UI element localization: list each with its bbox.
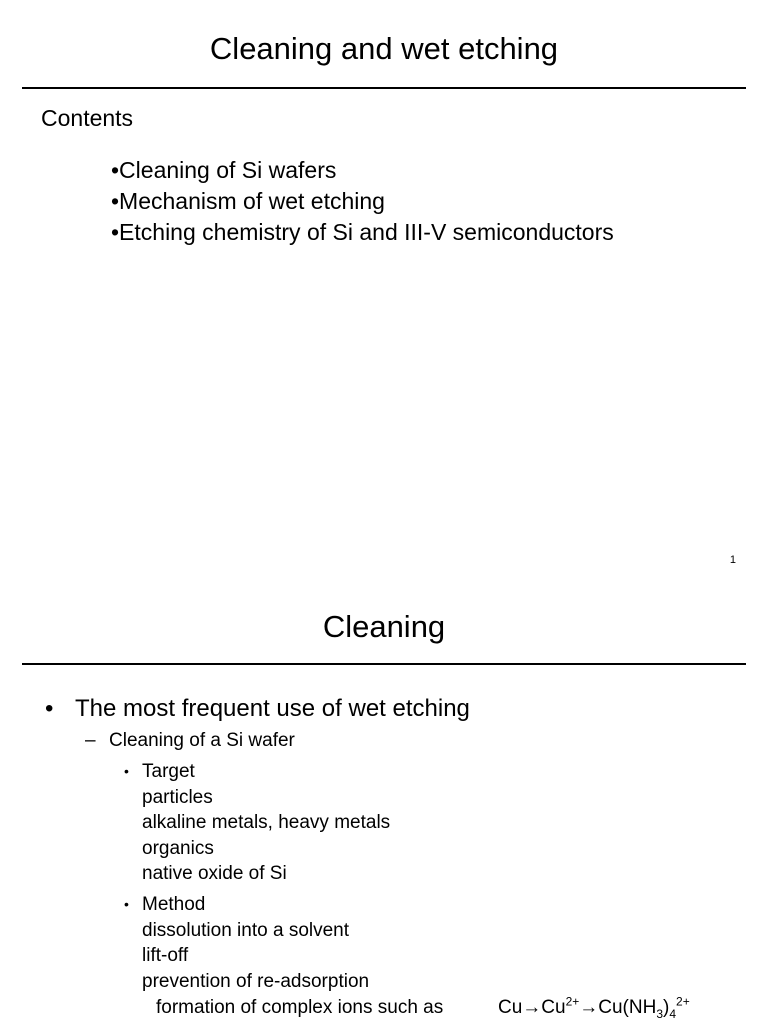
complex-ions-text: formation of complex ions such as — [156, 997, 444, 1018]
formula-subscript: 4 — [669, 1006, 677, 1021]
target-item: particles — [142, 786, 213, 808]
contents-list — [111, 155, 614, 248]
main-point-text: The most frequent use of wet etching — [75, 695, 470, 722]
contents-item: •Cleaning of Si wafers — [111, 157, 337, 183]
page-number: 1 — [729, 554, 736, 566]
bullet-icon: • — [45, 695, 54, 722]
method-item: lift-off — [142, 945, 189, 967]
dash-icon: – — [85, 730, 96, 751]
formula-superscript: 2+ — [676, 994, 690, 1009]
formula-superscript: 2+ — [565, 994, 580, 1009]
sub-point-text: Cleaning of a Si wafer — [109, 730, 295, 751]
slide-title: Cleaning — [322, 609, 446, 644]
slide-title: Cleaning and wet etching — [209, 31, 559, 66]
contents-heading: Contents — [41, 105, 134, 131]
target-item: native oxide of Si — [142, 863, 287, 885]
method-label: Method — [142, 894, 206, 915]
formula-part: Cu→Cu — [498, 997, 566, 1018]
chemical-formula — [498, 995, 690, 1021]
title-divider — [22, 87, 746, 89]
formula-subscript: 3 — [656, 1006, 664, 1021]
contents-item: •Etching chemistry of Si and III-V semiconductors — [111, 219, 614, 245]
formula-part: ) — [663, 997, 670, 1018]
formula-part: →Cu(NH — [579, 997, 657, 1018]
title-divider — [22, 663, 746, 665]
method-item: dissolution into a solvent — [142, 919, 350, 941]
target-item: organics — [142, 837, 214, 859]
target-label: Target — [142, 761, 195, 782]
bullet-icon: • — [124, 896, 129, 912]
bullet-icon: • — [124, 763, 129, 779]
contents-item: •Mechanism of wet etching — [111, 188, 385, 214]
method-item: prevention of re-adsorption — [142, 970, 370, 992]
slide-2 — [0, 576, 768, 1024]
target-item: alkaline metals, heavy metals — [142, 812, 391, 834]
